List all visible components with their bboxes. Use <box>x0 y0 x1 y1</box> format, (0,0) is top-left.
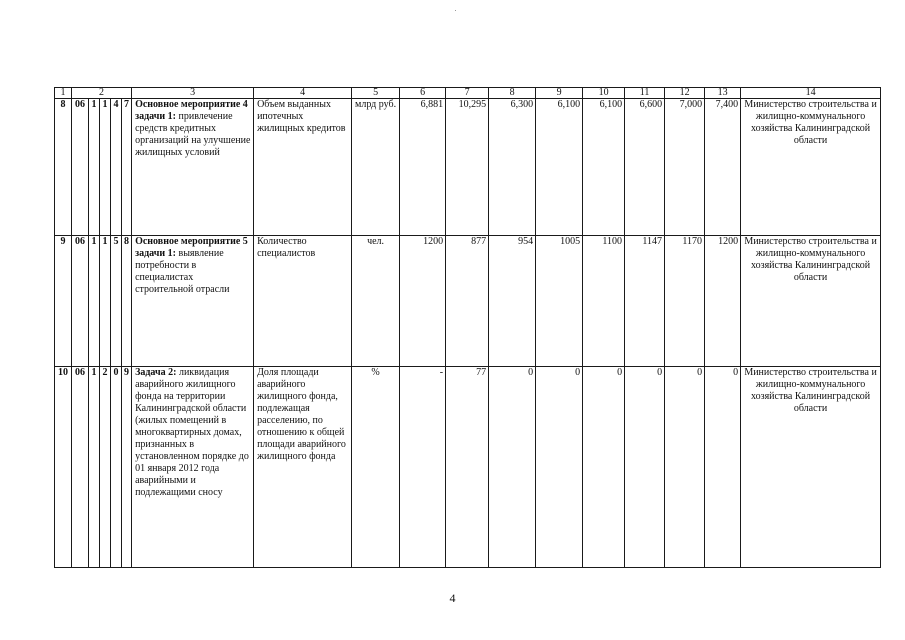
code-cell: 7 <box>122 99 132 236</box>
code-cell: 1 <box>89 236 100 367</box>
code-cell: 1 <box>100 99 111 236</box>
measure-title-cell <box>132 99 254 236</box>
page-number: 4 <box>449 591 456 605</box>
measure-title-bold: Основное мероприятие 5 задачи 1: <box>135 236 248 259</box>
row-number: 9 <box>55 236 72 367</box>
measure-title-text: ликвидация аварийного жилищного фонда на территории Калининградской области (жилых помещений в многоквартирных домах, признанных в установленном порядке до 01 января 2012 года аварийными и подлежащими сносу <box>135 367 249 498</box>
code-cell: 06 <box>72 367 89 568</box>
code-cell: 1 <box>89 367 100 568</box>
executor-cell: Министерство строительства и жилищно-коммунального хозяйства Калининградской области <box>741 236 881 367</box>
code-cell: 5 <box>111 236 122 367</box>
column-number: 1 <box>55 88 72 99</box>
unit-cell: % <box>352 367 400 568</box>
column-number: 11 <box>625 88 665 99</box>
table-body <box>55 88 881 568</box>
scan-speck <box>455 10 456 11</box>
column-number: 4 <box>254 88 352 99</box>
column-number: 14 <box>741 88 881 99</box>
column-number: 13 <box>705 88 741 99</box>
value-cell: 7,000 <box>665 99 705 236</box>
column-number: 7 <box>446 88 489 99</box>
indicator-cell: Доля площади аварийного жилищного фонда, подлежащая расселению, по отношению к общей площади аварийного жилищного фонда <box>254 367 352 568</box>
measure-title-cell <box>132 236 254 367</box>
table-row <box>55 236 881 367</box>
row-number: 10 <box>55 367 72 568</box>
value-cell: 954 <box>489 236 536 367</box>
indicator-cell: Количество специалистов <box>254 236 352 367</box>
value-cell: 1147 <box>625 236 665 367</box>
value-cell: 1005 <box>536 236 583 367</box>
column-number: 8 <box>489 88 536 99</box>
measure-title-text: выявление потребности в специалистах строительной отрасли <box>135 248 230 295</box>
code-cell: 1 <box>100 236 111 367</box>
column-number: 9 <box>536 88 583 99</box>
code-cell: 4 <box>111 99 122 236</box>
code-cell: 0 <box>111 367 122 568</box>
code-cell: 06 <box>72 236 89 367</box>
unit-cell: млрд руб. <box>352 99 400 236</box>
row-number: 8 <box>55 99 72 236</box>
value-cell: 6,100 <box>536 99 583 236</box>
column-number: 2 <box>72 88 132 99</box>
value-cell: 1200 <box>705 236 741 367</box>
table-row <box>55 99 881 236</box>
value-cell: 0 <box>536 367 583 568</box>
column-number: 6 <box>400 88 446 99</box>
value-cell: 1200 <box>400 236 446 367</box>
unit-cell: чел. <box>352 236 400 367</box>
program-indicators-table <box>54 87 881 568</box>
measure-title-bold: Основное мероприятие 4 задачи 1: <box>135 99 248 122</box>
value-cell: 6,881 <box>400 99 446 236</box>
value-cell: 0 <box>583 367 625 568</box>
value-cell: 0 <box>665 367 705 568</box>
measure-title-bold: Задача 2: <box>135 367 177 378</box>
value-cell: 0 <box>705 367 741 568</box>
code-cell: 1 <box>89 99 100 236</box>
value-cell: 0 <box>625 367 665 568</box>
code-cell: 2 <box>100 367 111 568</box>
value-cell: 6,300 <box>489 99 536 236</box>
value-cell: 1100 <box>583 236 625 367</box>
table-row <box>55 367 881 568</box>
column-number: 10 <box>583 88 625 99</box>
column-number: 5 <box>352 88 400 99</box>
column-number-row <box>55 88 881 99</box>
column-number: 3 <box>132 88 254 99</box>
value-cell: 7,400 <box>705 99 741 236</box>
value-cell: 6,600 <box>625 99 665 236</box>
measure-title-cell <box>132 367 254 568</box>
value-cell: 0 <box>489 367 536 568</box>
indicator-cell: Объем выданных ипотечных жилищных кредитов <box>254 99 352 236</box>
executor-cell: Министерство строительства и жилищно-коммунального хозяйства Калининградской области <box>741 99 881 236</box>
code-cell: 9 <box>122 367 132 568</box>
measure-title-text: привлечение средств кредитных организаций на улучшение жилищных условий <box>135 111 251 158</box>
code-cell: 06 <box>72 99 89 236</box>
value-cell: 10,295 <box>446 99 489 236</box>
value-cell: 77 <box>446 367 489 568</box>
code-cell: 8 <box>122 236 132 367</box>
value-cell: 6,100 <box>583 99 625 236</box>
column-number: 12 <box>665 88 705 99</box>
value-cell: - <box>400 367 446 568</box>
value-cell: 1170 <box>665 236 705 367</box>
value-cell: 877 <box>446 236 489 367</box>
executor-cell: Министерство строительства и жилищно-коммунального хозяйства Калининградской области <box>741 367 881 568</box>
